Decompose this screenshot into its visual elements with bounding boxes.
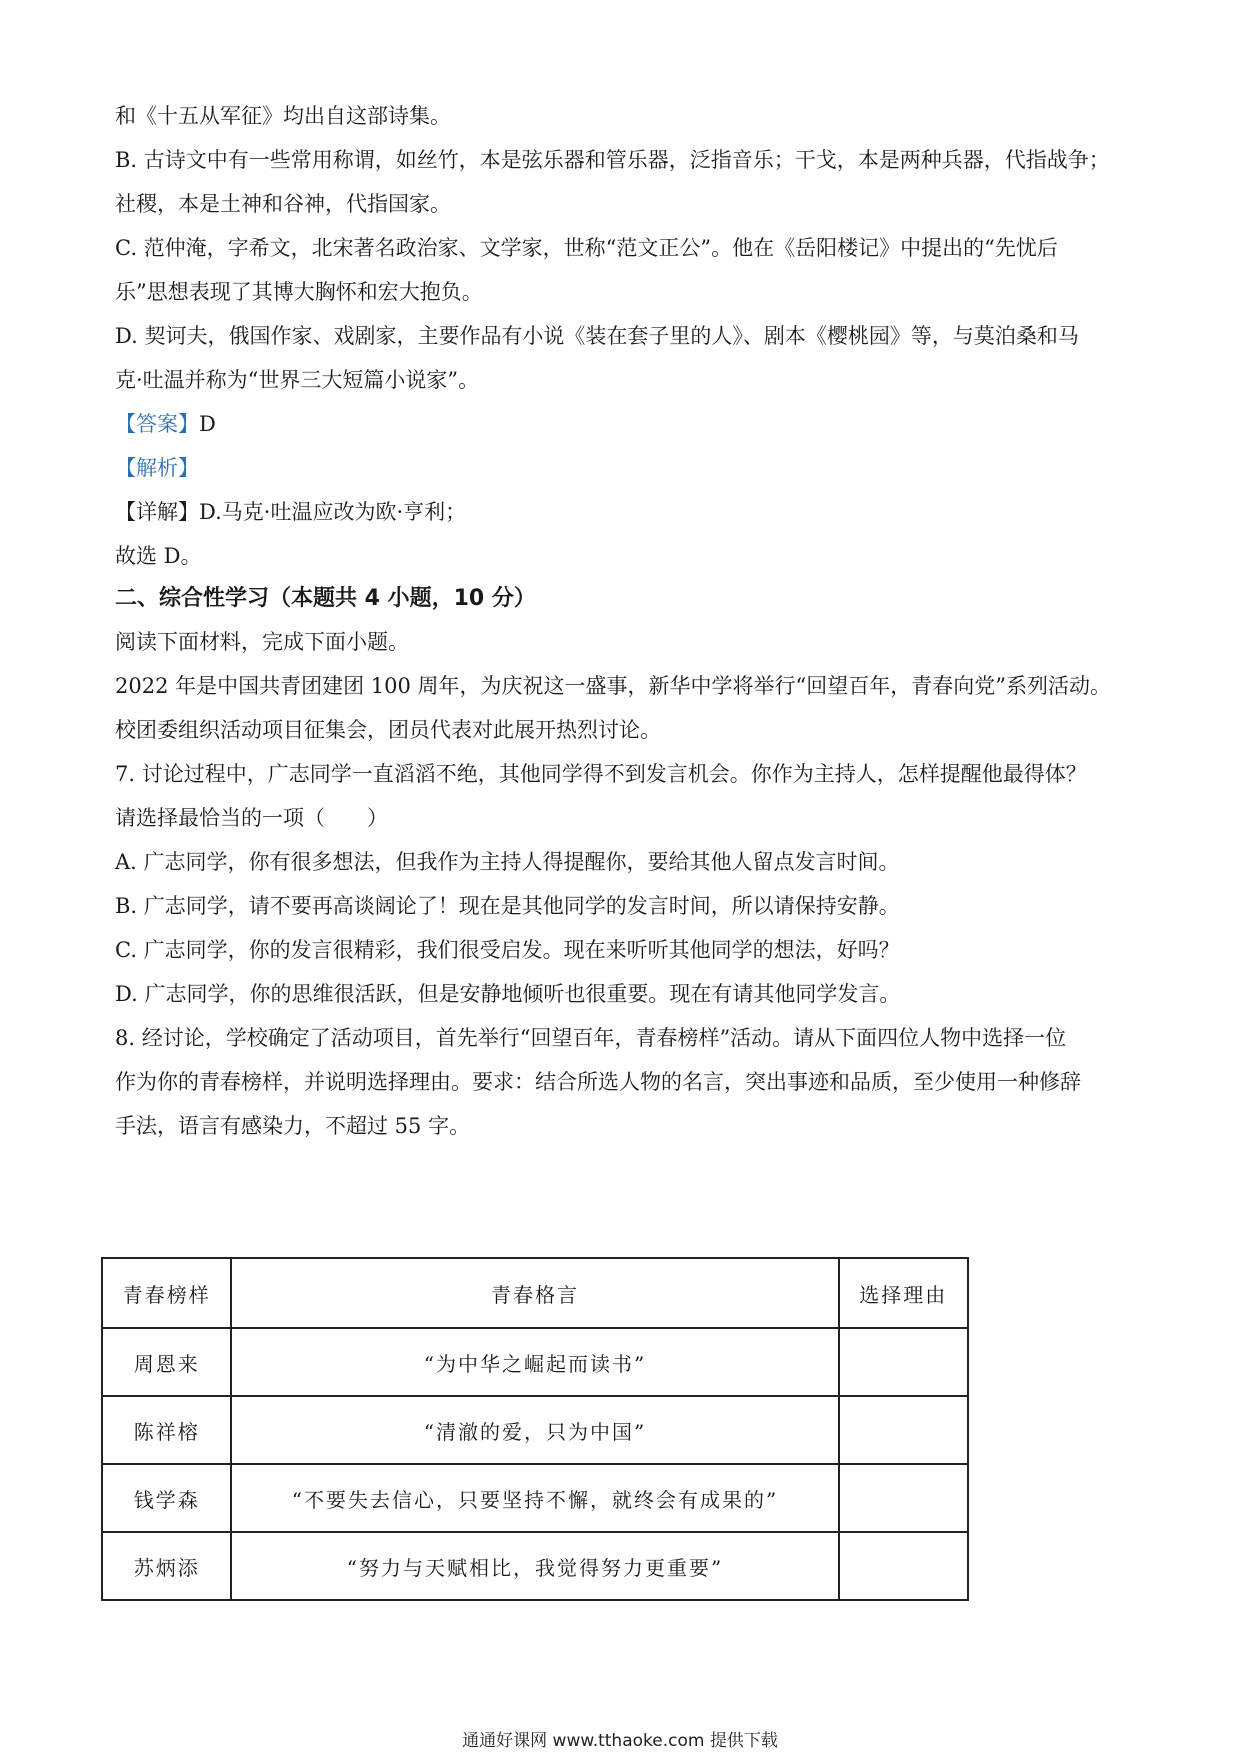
cell-reason[interactable] [839, 1464, 968, 1532]
question-7-line-1: 7. 讨论过程中，广志同学一直滔滔不绝，其他同学得不到发言机会。你作为主持人，怎样提醒他最得体？ [115, 762, 1087, 786]
cell-reason[interactable] [839, 1532, 968, 1600]
cell-name: 周恩来 [102, 1328, 231, 1396]
cell-name: 钱学森 [102, 1464, 231, 1532]
table-row [102, 1396, 968, 1464]
role-model-table [101, 1257, 969, 1601]
cell-name: 苏炳添 [102, 1532, 231, 1600]
option-d-line-1: D. 契诃夫，俄国作家、戏剧家，主要作品有小说《装在套子里的人》、剧本《樱桃园》等，与莫泊桑和马 [115, 324, 1079, 348]
header-motto: 青春格言 [231, 1258, 838, 1328]
analysis-label: 【解析】 [115, 456, 199, 480]
cell-motto: “努力与天赋相比，我觉得努力更重要” [231, 1532, 838, 1600]
cell-reason[interactable] [839, 1328, 968, 1396]
question-7-option-b: B. 广志同学，请不要再高谈阔论了！现在是其他同学的发言时间，所以请保持安静。 [115, 894, 900, 918]
header-role-model: 青春榜样 [102, 1258, 231, 1328]
option-b-line-1: B. 古诗文中有一些常用称谓，如丝竹，本是弦乐器和管乐器，泛指音乐；干戈，本是两种兵器，代指战争； [115, 148, 1110, 172]
question-7-option-d: D. 广志同学，你的思维很活跃，但是安静地倾听也很重要。现在有请其他同学发言。 [115, 982, 901, 1006]
answer-label: 【答案】 [115, 412, 199, 436]
detail-text: 【详解】D.马克·吐温应改为欧·亨利； [115, 500, 467, 524]
answer-row [115, 410, 216, 438]
section-title: 二、综合性学习（本题共 4 小题，10 分） [115, 586, 536, 611]
cell-motto: “清澈的爱，只为中国” [231, 1396, 838, 1464]
material-line-1: 2022 年是中国共青团建团 100 周年，为庆祝这一盛事，新华中学将举行“回望百年，青春向党”系列活动。 [115, 674, 1112, 698]
question-8-line-3: 手法，语言有感染力，不超过 55 字。 [115, 1114, 471, 1138]
cell-motto: “不要失去信心，只要坚持不懈，就终会有成果的” [231, 1464, 838, 1532]
reading-instruction: 阅读下面材料，完成下面小题。 [115, 630, 409, 654]
option-c-line-2: 乐”思想表现了其博大胸怀和宏大抱负。 [115, 280, 483, 304]
question-7-option-a: A. 广志同学，你有很多想法，但我作为主持人得提醒你，要给其他人留点发言时间。 [115, 850, 900, 874]
table-row [102, 1328, 968, 1396]
cell-name: 陈祥榕 [102, 1396, 231, 1464]
question-7-line-2: 请选择最恰当的一项（ ） [115, 806, 388, 830]
question-8-line-1: 8. 经讨论，学校确定了活动项目，首先举行“回望百年，青春榜样”活动。请从下面四位人物中选择一位 [115, 1026, 1067, 1050]
option-a-continuation: 和《十五从军征》均出自这部诗集。 [115, 104, 451, 128]
option-b-line-2: 社稷，本是土神和谷神，代指国家。 [115, 192, 451, 216]
answer-value: D [199, 412, 216, 436]
table-header-row [102, 1258, 968, 1328]
table-row [102, 1532, 968, 1600]
option-d-line-2: 克·吐温并称为“世界三大短篇小说家”。 [115, 368, 480, 392]
question-8-line-2: 作为你的青春榜样，并说明选择理由。要求：结合所选人物的名言，突出事迹和品质，至少使用一种修辞 [115, 1070, 1081, 1094]
conclusion-text: 故选 D。 [115, 544, 202, 568]
material-line-2: 校团委组织活动项目征集会，团员代表对此展开热烈讨论。 [115, 718, 661, 742]
question-7-option-c: C. 广志同学，你的发言很精彩，我们很受启发。现在来听听其他同学的想法，好吗？ [115, 938, 900, 962]
footer-watermark: 通通好课网 www.tthaoke.com 提供下载 [462, 1731, 778, 1751]
header-reason: 选择理由 [839, 1258, 968, 1328]
table-row [102, 1464, 968, 1532]
cell-reason[interactable] [839, 1396, 968, 1464]
option-c-line-1: C. 范仲淹，字希文，北宋著名政治家、文学家，世称“范文正公”。他在《岳阳楼记》中提出的“先忧后 [115, 236, 1058, 260]
cell-motto: “为中华之崛起而读书” [231, 1328, 838, 1396]
